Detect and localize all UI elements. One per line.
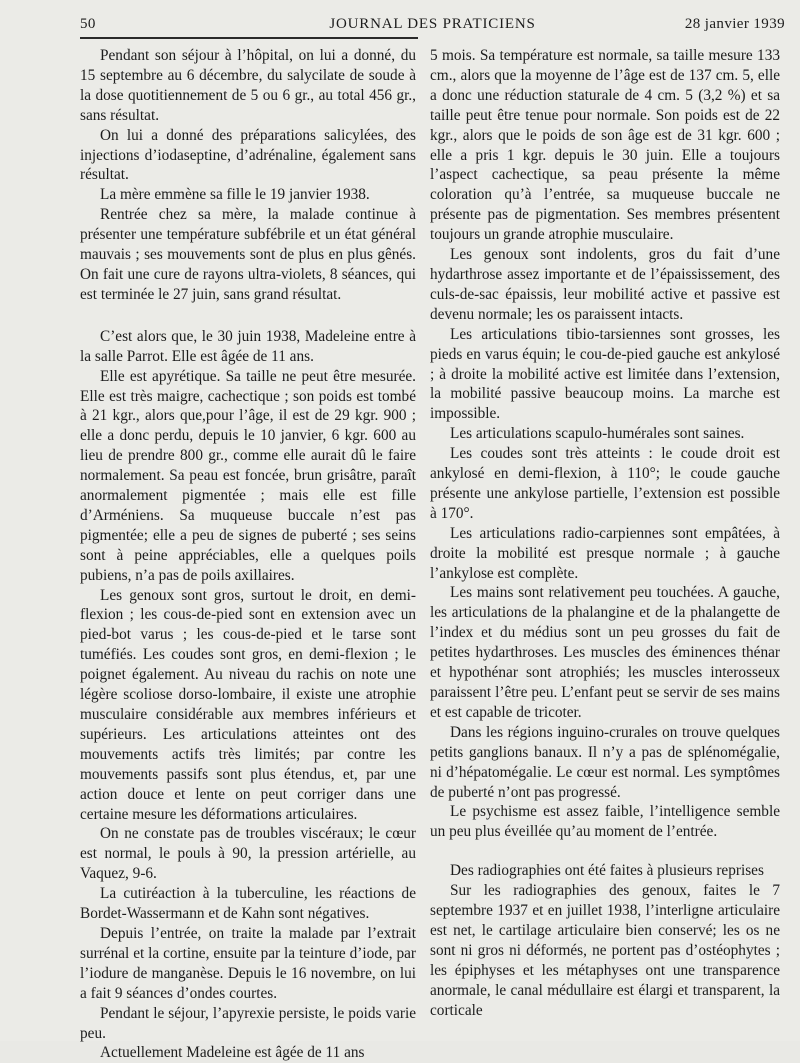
paragraph: Depuis l’entrée, on traite la malade par l’extrait surrénal et la cortine, ensuite par la teinture d’iode, par l’iodure de manganèse. Depuis le 16 novembre, on lui a fait 9 séances d’ondes courtes. — [80, 924, 416, 1002]
paragraph: Les genoux sont indolents, gros du fait d’une hydarthrose assez importante et de l’épaississement, des culs-de-sac épaissis, leur mobilité active et passive est devenu normale; les os paraissent intacts. — [430, 246, 780, 323]
paragraph: C’est alors que, le 30 juin 1938, Madeleine entre à la salle Parrot. Elle est âgée de 11 ans. — [80, 327, 416, 365]
paragraph: Sur les radiographies des genoux, faites le 7 septembre 1937 et en juillet 1938, l’interligne articulaire est net, le cartilage articulaire bien conservé; les os ne sont ni gros ni déformés, ne portent pas d’ostéophytes ; les épiphyses et les métaphyses ont une transparence anormale, le canal médullaire est élargi et transparent, la corticale — [430, 882, 780, 1019]
issue-date: 28 janvier 1939 — [684, 16, 785, 32]
paragraph: Les articulations radio-carpiennes sont empâtées, à droite la mobilité est presque normale ; à gauche l’ankylose est complète. — [430, 524, 780, 582]
paragraph: Dans les régions inguino-crurales on trouve quelques petits ganglions banaux. Il n’y a pas de splénomégalie, ni d’hépatomégalie. Le cœur est normal. Les symptômes de puberté n’ont pas progressé. — [430, 723, 780, 801]
paragraph-continued: 5 mois. Sa température est normale, sa taille mesure 133 cm., alors que la moyenne de l’âge est de 137 cm. 5, elle a donc une réduction staturale de 4 cm. 5 (3,2 %) et sa taille peut être tenue pour normale. Son poids est de 22 kgr., alors que le poids de son âge est de 31 kgr. 600 ; elle a pris 1 kgr. depuis le 30 juin. Elle a toujours l’aspect cachectique, sa peau présente la même coloration qu’à l’entrée, sa muqueuse buccale ne présente pas de pigmentation. Ses membres présentent toujours un grande atrophie musculaire. — [430, 47, 780, 244]
paragraph: Actuellement Madeleine est âgée de 11 ans — [100, 1044, 365, 1062]
paragraph: Le psychisme est assez faible, l’intelligence semble un peu plus éveillée qu’au moment de l’entrée. — [430, 803, 780, 841]
paragraph: Des radiographies ont été faites à plusieurs reprises — [450, 862, 764, 880]
running-header — [80, 16, 785, 36]
section-spacer — [80, 305, 416, 327]
paragraph: Les coudes sont très atteints : le coude droit est ankylosé en demi-flexion, à 110°; le coude gauche présente une ankylose partielle, l’extension est possible à 170°. — [430, 445, 780, 522]
paragraph: Rentrée chez sa mère, la malade continue à présenter une température subfébrile et un état général mauvais ; ses mouvements sont de plus en plus gênés. On fait une cure de rayons ultra-violets, 8 séances, qui est terminée le 27 juin, sans grand résultat. — [80, 206, 416, 303]
paragraph: La cutiréaction à la tuberculine, les réactions de Bordet-Wassermann et de Kahn sont négatives. — [80, 885, 416, 923]
paragraph: Elle est apyrétique. Sa taille ne peut être mesurée. Elle est très maigre, cachectique ; son poids est tombé à 21 kgr., alors que,pour l’âge, il est de 29 kgr. 900 ; elle a donc perdu, depuis le 10 janvier, 6 kgr. 600 au lieu de prendre 800 gr., comme elle aurait dû le faire normalement. Sa peau est foncée, brun grisâtre, paraît anormalement pigmentée ; mais elle est fille d’Arméniens. Sa muqueuse buccale n’est pas pigmentée; elle a peu de signes de puberté ; ses seins sont à peine appréciables, elle a quelques poils pubiens, n’a pas de poils axillaires. — [80, 367, 416, 584]
journal-title: JOURNAL DES PRATICIENS — [329, 16, 536, 32]
section-spacer — [430, 842, 780, 861]
paragraph: La mère emmène sa fille le 19 janvier 1938. — [100, 186, 370, 204]
right-column — [430, 46, 780, 1021]
paragraph: Les articulations tibio-tarsiennes sont grosses, les pieds en varus équin; le cou-de-pied gauche est ankylosé ; à droite la mobilité active est limitée dans l’extension, la mobilité passive beaucoup moins. La marche est impossible. — [430, 325, 780, 423]
header-rule — [80, 37, 418, 39]
left-column — [80, 46, 416, 1063]
paragraph: Pendant le séjour, l’apyrexie persiste, le poids varie peu. — [80, 1004, 416, 1042]
paragraph: Les articulations scapulo-humérales sont saines. — [450, 425, 745, 443]
paragraph: On ne constate pas de troubles viscéraux; le cœur est normal, le pouls à 90, la pression artérielle, au Vaquez, 9-6. — [80, 825, 416, 883]
paragraph: Les genoux sont gros, surtout le droit, en demi-flexion ; les cous-de-pied sont en extension avec un pied-bot varus ; les cous-de-pied et le tarse sont tuméfiés. Les coudes sont gros, en demi-flexion ; le poignet également. Au niveau du rachis on note une légère scoliose dorso-lombaire, il existe une atrophie musculaire considérable aux membres inférieurs et supérieurs. Les articulations atteintes ont des mouvements actifs très limités; par contre les mouvements passifs sont plus étendus, et, par une action douce et lente on peut corriger dans une certaine mesure les déformations articulaires. — [80, 586, 416, 823]
page-number: 50 — [80, 16, 96, 32]
paragraph: Les mains sont relativement peu touchées. A gauche, les articulations de la phalangine et de la phalangette de l’index et du médius sont un peu grosses du fait de petites hydarthroses. Les muscles des éminences thénar et hypothénar sont atrophiés; les muscles interosseux paraissent l’être peu. L’enfant peut se servir de ses mains et est capable de tricoter. — [430, 584, 780, 721]
paragraph: On lui a donné des préparations salicylées, des injections d’iodaseptine, d’adrénaline, également sans résultat. — [80, 126, 416, 184]
paragraph: Pendant son séjour à l’hôpital, on lui a donné, du 15 septembre au 6 décembre, du salycilate de soude à la dose quotitiennement de 5 ou 6 gr., au total 456 gr., sans résultat. — [80, 47, 416, 124]
